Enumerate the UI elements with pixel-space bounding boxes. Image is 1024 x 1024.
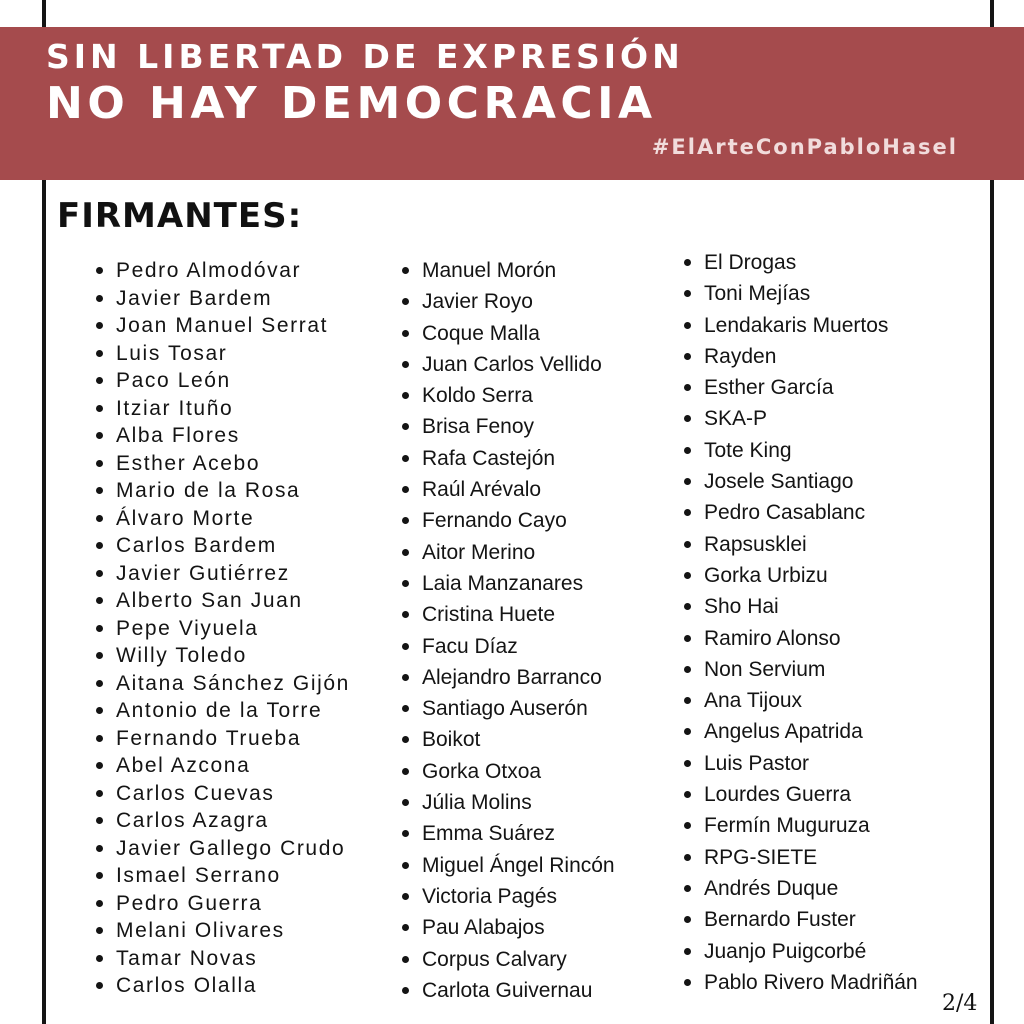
signatory-item: Carlos Cuevas: [116, 780, 350, 808]
signatory-item: Fermín Muguruza: [704, 810, 918, 841]
signatory-item: Gorka Otxoa: [422, 756, 615, 787]
signatories-column-1: [116, 257, 350, 1000]
signatory-item: Pablo Rivero Madriñán: [704, 967, 918, 998]
signatory-item: Lendakaris Muertos: [704, 310, 918, 341]
signatory-item: Abel Azcona: [116, 752, 350, 780]
signatory-item: Josele Santiago: [704, 466, 918, 497]
signatories-column-3: [704, 247, 918, 998]
signatory-item: Tamar Novas: [116, 945, 350, 973]
signatory-item: Boikot: [422, 724, 615, 755]
signatory-item: Sho Hai: [704, 591, 918, 622]
signatory-item: Pedro Casablanc: [704, 497, 918, 528]
signatory-item: Koldo Serra: [422, 380, 615, 411]
signatory-item: Alba Flores: [116, 422, 350, 450]
signatory-item: Andrés Duque: [704, 873, 918, 904]
signatory-item: Javier Gallego Crudo: [116, 835, 350, 863]
signatory-item: Miguel Ángel Rincón: [422, 850, 615, 881]
signatory-item: Toni Mejías: [704, 278, 918, 309]
signatory-item: Laia Manzanares: [422, 568, 615, 599]
signatory-item: Carlos Bardem: [116, 532, 350, 560]
signatory-item: Cristina Huete: [422, 599, 615, 630]
signatory-item: Willy Toledo: [116, 642, 350, 670]
signatory-item: Tote King: [704, 435, 918, 466]
signatory-item: Non Servium: [704, 654, 918, 685]
signatory-item: Mario de la Rosa: [116, 477, 350, 505]
signatory-item: Aitana Sánchez Gijón: [116, 670, 350, 698]
signatory-item: Santiago Auserón: [422, 693, 615, 724]
signatory-item: Victoria Pagés: [422, 881, 615, 912]
banner-title-line1: SIN LIBERTAD DE EXPRESIÓN: [46, 37, 684, 76]
signatory-item: Facu Díaz: [422, 631, 615, 662]
signatory-item: Ana Tijoux: [704, 685, 918, 716]
signatory-item: Itziar Ituño: [116, 395, 350, 423]
signatory-item: Bernardo Fuster: [704, 904, 918, 935]
signatory-item: Alejandro Barranco: [422, 662, 615, 693]
signatory-item: Angelus Apatrida: [704, 716, 918, 747]
signatory-item: Rapsusklei: [704, 529, 918, 560]
signatory-item: El Drogas: [704, 247, 918, 278]
signatory-item: Raúl Arévalo: [422, 474, 615, 505]
signatory-item: Carlota Guivernau: [422, 975, 615, 1006]
signatory-item: Pepe Viyuela: [116, 615, 350, 643]
signatory-item: Carlos Azagra: [116, 807, 350, 835]
signatory-item: Joan Manuel Serrat: [116, 312, 350, 340]
signatory-item: SKA-P: [704, 403, 918, 434]
signatory-item: Júlia Molins: [422, 787, 615, 818]
signatory-item: Luis Pastor: [704, 748, 918, 779]
signatory-item: Juanjo Puigcorbé: [704, 936, 918, 967]
signatory-item: Fernando Cayo: [422, 505, 615, 536]
signatory-item: Javier Royo: [422, 286, 615, 317]
signatory-item: Melani Olivares: [116, 917, 350, 945]
signatory-item: Luis Tosar: [116, 340, 350, 368]
signatory-item: Javier Bardem: [116, 285, 350, 313]
signatory-item: Alberto San Juan: [116, 587, 350, 615]
header-banner: [0, 27, 1024, 180]
signatories-heading: FIRMANTES:: [57, 196, 303, 236]
signatory-item: Pedro Almodóvar: [116, 257, 350, 285]
signatory-item: Paco León: [116, 367, 350, 395]
signatory-item: Álvaro Morte: [116, 505, 350, 533]
signatory-item: Pau Alabajos: [422, 912, 615, 943]
signatory-item: Aitor Merino: [422, 537, 615, 568]
page-indicator: 2/4: [942, 991, 978, 1016]
signatory-item: Pedro Guerra: [116, 890, 350, 918]
signatory-item: Ismael Serrano: [116, 862, 350, 890]
signatory-item: Emma Suárez: [422, 818, 615, 849]
signatory-item: Juan Carlos Vellido: [422, 349, 615, 380]
signatory-item: Corpus Calvary: [422, 944, 615, 975]
signatory-item: Javier Gutiérrez: [116, 560, 350, 588]
signatory-item: Lourdes Guerra: [704, 779, 918, 810]
signatory-item: Antonio de la Torre: [116, 697, 350, 725]
signatory-item: Coque Malla: [422, 318, 615, 349]
signatory-item: RPG-SIETE: [704, 842, 918, 873]
banner-hashtag: #ElArteConPabloHasel: [651, 135, 958, 159]
signatory-item: Ramiro Alonso: [704, 623, 918, 654]
signatory-item: Brisa Fenoy: [422, 411, 615, 442]
signatory-item: Fernando Trueba: [116, 725, 350, 753]
signatory-item: Gorka Urbizu: [704, 560, 918, 591]
signatory-item: Rayden: [704, 341, 918, 372]
signatory-item: Carlos Olalla: [116, 972, 350, 1000]
signatory-item: Esther García: [704, 372, 918, 403]
banner-title-line2: NO HAY DEMOCRACIA: [46, 78, 657, 129]
signatory-item: Manuel Morón: [422, 255, 615, 286]
signatory-item: Rafa Castejón: [422, 443, 615, 474]
signatories-column-2: [422, 255, 615, 1006]
signatory-item: Esther Acebo: [116, 450, 350, 478]
